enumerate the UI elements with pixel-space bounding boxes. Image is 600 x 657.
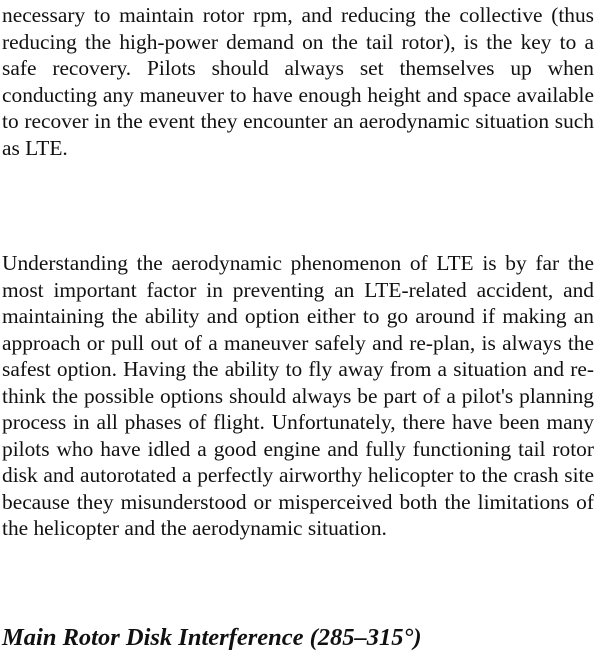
section-heading: Main Rotor Disk Interference (285–315°): [2, 624, 422, 651]
body-paragraph-recovery: necessary to maintain rotor rpm, and reducing the collective (thus reducing the high-power demand on the tail rotor), is the key to a safe recovery. Pilots should always set themselves up when conducting any maneuver to have enough height and space available to recover in the event they encounter an aerodynamic situation such as LTE.: [2, 3, 594, 160]
body-paragraph-lte-understanding: Understanding the aerodynamic phenomenon of LTE is by far the most important factor in preventing an LTE-related accident, and maintaining the ability and option either to go around if making an approach or pull out of a maneuver safely and re-plan, is always the safest option. Having the ability to fly away from a situation and re-think the possible options should always be part of a pilot's planning process in all phases of flight. Unfortunately, there have been many pilots who have idled a good engine and fully functioning tail rotor disk and autorotated a perfectly airworthy helicopter to the crash site because they misunderstood or misperceived both the limitations of the helicopter and the aerodynamic situation.: [2, 251, 594, 540]
